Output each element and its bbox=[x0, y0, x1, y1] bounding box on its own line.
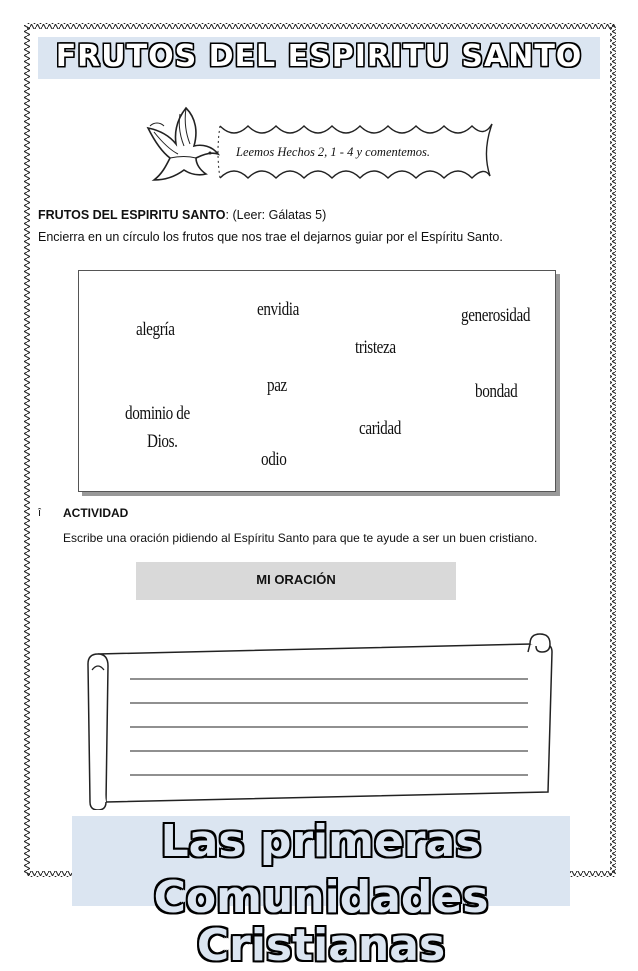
activity-text: Escribe una oración pidiendo al Espíritu Santo para que te ayude a ser un buen cristiano. bbox=[63, 531, 538, 545]
word-envidia[interactable]: envidia bbox=[257, 299, 299, 320]
word-alegria[interactable]: alegría bbox=[136, 319, 175, 340]
prayer-label: MI ORACIÓN bbox=[256, 572, 336, 587]
section-heading-rest: : (Leer: Gálatas 5) bbox=[225, 208, 327, 222]
footer-title-bar bbox=[72, 816, 570, 971]
activity-title: ACTIVIDAD bbox=[63, 506, 129, 520]
word-bondad[interactable]: bondad bbox=[475, 381, 518, 402]
word-caridad[interactable]: caridad bbox=[359, 418, 401, 439]
fruits-word-box bbox=[78, 270, 556, 492]
prayer-label-box bbox=[136, 562, 456, 600]
instruction-text: Encierra en un círculo los frutos que nos trae el dejarnos guiar por el Espíritu Santo. bbox=[38, 230, 503, 244]
page-title: FRUTOS DEL ESPIRITU SANTO bbox=[55, 39, 583, 74]
dove-icon bbox=[140, 100, 220, 195]
word-paz[interactable]: paz bbox=[267, 375, 287, 396]
word-generosidad[interactable]: generosidad bbox=[461, 305, 531, 326]
activity-bullet: î bbox=[38, 507, 42, 519]
footer-title-line1: Las primeras bbox=[160, 816, 482, 867]
title-bar bbox=[38, 37, 600, 79]
word-dominio[interactable]: dominio de bbox=[125, 403, 190, 424]
footer-title-line2: Comunidades Cristianas bbox=[153, 872, 489, 971]
word-tristeza[interactable]: tristeza bbox=[355, 337, 396, 358]
word-dios[interactable]: Dios. bbox=[147, 431, 178, 452]
prayer-scroll bbox=[82, 630, 557, 810]
banner-text: Leemos Hechos 2, 1 - 4 y comentemos. bbox=[236, 145, 431, 159]
section-heading-bold: FRUTOS DEL ESPIRITU SANTO bbox=[38, 208, 226, 222]
section-heading bbox=[38, 208, 326, 222]
word-odio[interactable]: odio bbox=[261, 449, 287, 470]
